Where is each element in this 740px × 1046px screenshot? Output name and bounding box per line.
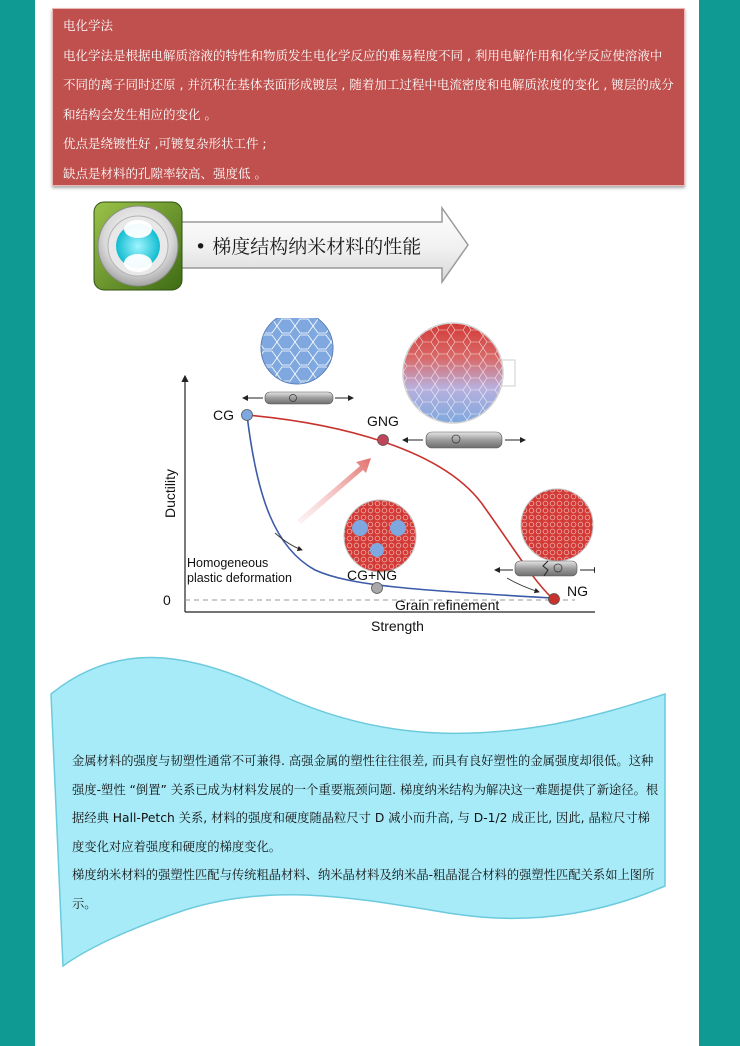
label-ductility: Ductility xyxy=(162,468,178,518)
strength-ductility-figure xyxy=(115,318,595,640)
point-cg xyxy=(242,410,253,421)
label-cg: CG xyxy=(213,407,234,423)
section-title-text: 梯度结构纳米材料的性能 xyxy=(212,236,422,258)
intro-heading: 电化学法 xyxy=(63,18,114,33)
point-gng xyxy=(378,435,389,446)
label-strength: Strength xyxy=(371,618,424,634)
ng-grain-circle xyxy=(521,489,593,561)
figure-graphic xyxy=(115,318,595,640)
intro-disadvantage: 缺点是材料的孔隙率较高、强度低 。 xyxy=(63,165,267,181)
intro-paragraph: 电化学法是根据电解质溶液的特性和物质发生电化学反应的难易程度不同 , 利用电解作用和化学反应使溶液中不同的离子同时还原 , 并沉积在基体表面形成镀层 , 随着加工过程中电流密度和电解质浓度的变化 , 镀层的成分和结构会发生相应的变化 。 xyxy=(63,47,674,122)
summary-paragraph-2: 梯度纳米材料的强塑性匹配与传统粗晶材料、纳米晶材料及纳米晶-粗晶混合材料的强塑性匹配关系如上图所示。 xyxy=(72,868,655,911)
label-cgng: CG+NG xyxy=(347,567,398,583)
summary-text xyxy=(72,747,662,919)
point-ng xyxy=(549,594,560,605)
label-ng: NG xyxy=(567,583,588,599)
summary-paragraph-1: 金属材料的强度与韧塑性通常不可兼得. 高强金属的塑性往往很差, 而具有良好塑性的金属强度却很低。这种强度-塑性 “倒置” 关系已成为材料发展的一个重要瓶颈问题. 梯度纳米结构为解决这一难题提供了新途径。根据经典 Hall-Petch 关系, 材料的强度和硬度随晶粒尺寸 D 减小而升高, 与 D-1/2 成正比, 因此, 晶粒尺寸梯度变化对应着强度和硬度的梯度变化。 xyxy=(72,754,659,854)
electrochemical-info-box xyxy=(52,8,685,186)
label-homogeneous: Homogeneous xyxy=(187,556,269,570)
intro-advantage: 优点是绕镀性好 ,可镀复杂形状工件 ; xyxy=(63,136,267,151)
page xyxy=(35,0,699,1046)
label-grain-refinement: Grain refinement xyxy=(395,597,500,613)
point-cgng xyxy=(372,583,383,594)
label-gng: GNG xyxy=(367,413,399,429)
label-zero: 0 xyxy=(163,592,171,608)
section-title xyxy=(195,232,421,259)
cgng-grain-circle xyxy=(344,500,416,572)
section-bullet: • xyxy=(195,236,207,258)
cg-grain-circle xyxy=(261,318,333,384)
section-banner xyxy=(90,198,470,294)
label-plastic-deformation: plastic deformation xyxy=(187,571,292,585)
